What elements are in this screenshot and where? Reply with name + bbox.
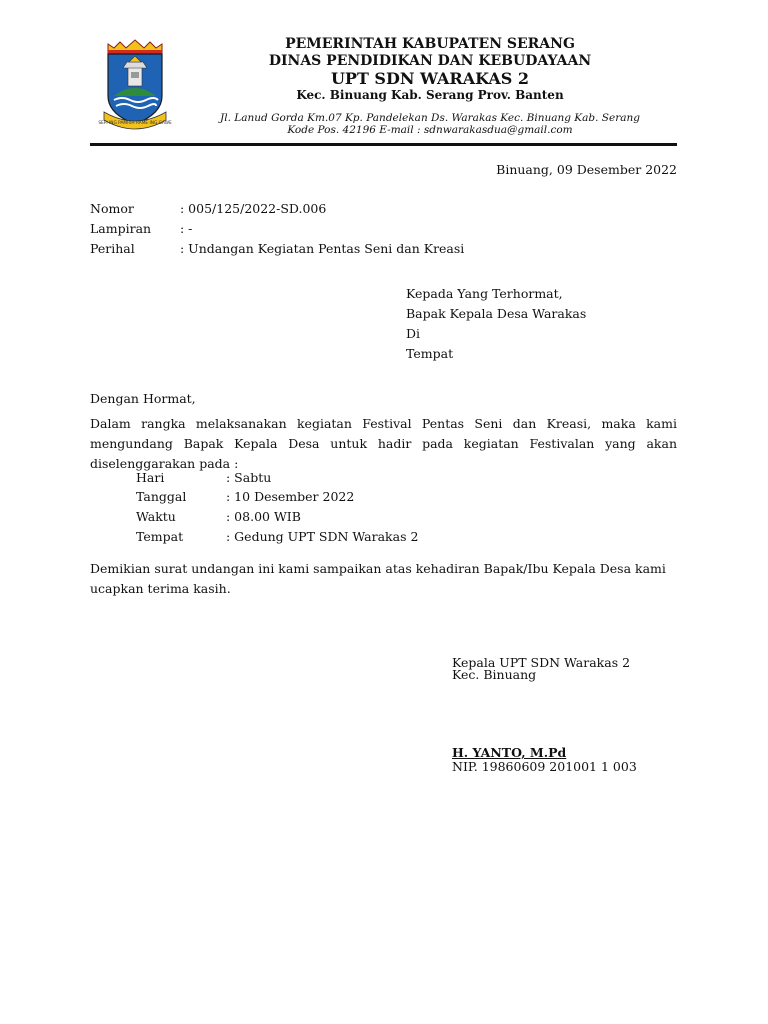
greeting: Dengan Hormat, (90, 391, 196, 406)
letterhead-divider (90, 143, 677, 146)
meta-value-lampiran: : - (180, 221, 193, 236)
letterhead-line2: DINAS PENDIDIKAN DAN KEBUDAYAAN (268, 53, 592, 69)
logo-motto: SEPI ING PAMRIH RAME ING GAWE (98, 121, 172, 126)
body-paragraph: Dalam rangka melaksanakan kegiatan Festival Pentas Seni dan Kreasi, maka kami mengundang Bapak Kepala Desa untuk hadir pada kegiatan Festivalan yang akan diselenggarakan pada : (90, 416, 677, 471)
meta-value-nomor: : 005/125/2022-SD.006 (180, 201, 327, 216)
letterhead-address: Jl. Lanud Gorda Km.07 Kp. Pandelekan Ds. Warakas Kec. Binuang Kab. Serang (220, 112, 640, 124)
letterhead-school-name: UPT SDN WARAKAS 2 (330, 69, 530, 88)
closing-paragraph: Demikian surat undangan ini kami sampaikan atas kehadiran Bapak/Ibu Kepala Desa kami ucapkan terima kasih. (90, 561, 666, 596)
detail-value-waktu: : 08.00 WIB (226, 509, 301, 524)
detail-label-tempat: Tempat (136, 529, 184, 544)
meta-label-perihal: Perihal (90, 241, 135, 256)
detail-value-tempat: : Gedung UPT SDN Warakas 2 (226, 529, 419, 544)
detail-label-tanggal: Tanggal (136, 489, 187, 504)
meta-value-perihal: : Undangan Kegiatan Pentas Seni dan Kreasi (180, 241, 465, 256)
recipient-line: Kepada Yang Terhormat, (406, 286, 563, 301)
detail-value-hari: : Sabtu (226, 470, 272, 485)
meta-label-lampiran: Lampiran (90, 221, 152, 236)
detail-label-waktu: Waktu (136, 509, 176, 524)
signature-title: Kepala UPT SDN Warakas 2 (452, 655, 631, 670)
recipient-line: Tempat (406, 346, 454, 361)
letterhead-line1: PEMERINTAH KABUPATEN SERANG (285, 36, 575, 52)
detail-label-hari: Hari (136, 470, 165, 485)
signature-subtitle: Kec. Binuang (452, 667, 537, 682)
meta-label-nomor: Nomor (90, 201, 134, 216)
signer-nip: NIP. 19860609 201001 1 003 (452, 759, 637, 774)
detail-value-tanggal: : 10 Desember 2022 (226, 489, 355, 504)
recipient-line: Di (406, 326, 421, 341)
letterhead-region: Kec. Binuang Kab. Serang Prov. Banten (296, 88, 564, 102)
district-logo (98, 40, 172, 132)
signer-name: H. YANTO, M.Pd (452, 745, 567, 760)
letterhead-contact: Kode Pos. 42196 E-mail : sdnwarakasdua@gmail.com (287, 124, 573, 136)
recipient-line: Bapak Kepala Desa Warakas (406, 306, 587, 321)
letter-date: Binuang, 09 Desember 2022 (496, 162, 677, 177)
